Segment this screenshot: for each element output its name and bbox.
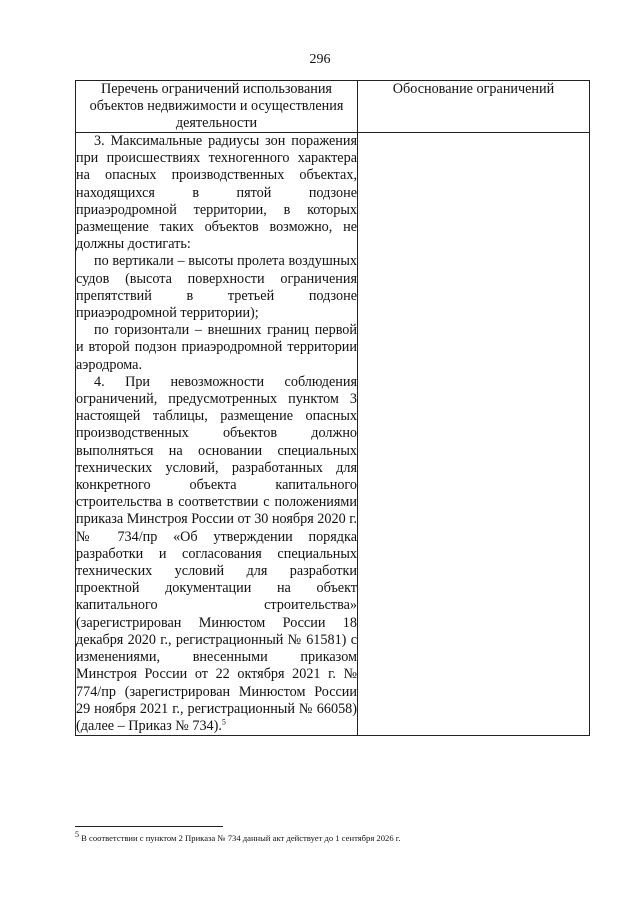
footnote (75, 830, 595, 844)
paragraph-vertical: по вертикали – высоты пролета воздушных судов (высота поверхности ограничения препятствий в третьей подзоне приаэродромной территории); (76, 253, 357, 322)
header-justification: Обоснование ограничений (358, 81, 590, 133)
table-row (76, 133, 590, 736)
paragraph-item-4-text: 4. При невозможности соблюдения ограничений, предусмотренных пунктом 3 настоящей таблицы, размещение опасных производственных объектов должно выполняться на основании специальных технических условий, разработанных для конкретного объекта капитального строительства в соответствии с положениями приказа Минстроя России от 30 ноября 2020 г. № 734/пр «Об утверждении порядка разработки и согласования специальных технических условий для разработки проектной документации на объект капитального строительства» (зарегистрирован Минюстом России 18 декабря 2020 г., регистрационный № 61581) с изменениями, внесенными приказом Минстроя России от 22 октября 2021 г. № 774/пр (зарегистрирован Минюстом России 29 ноября 2021 г., регистрационный № 66058) (далее – Приказ № 734). (76, 373, 357, 734)
footnote-separator (75, 826, 223, 827)
paragraph-item-3: 3. Максимальные радиусы зон поражения при происшествиях техногенного характера на опасных производственных объектах, находящихся в пятой подзоне приаэродромной территории, в которых размещение таких объектов возможно, не должны достигать: (76, 133, 357, 253)
paragraph-horizontal: по горизонтали – внешних границ первой и второй подзон приаэродромной территории аэродрома. (76, 322, 357, 373)
table-header-row (76, 81, 590, 133)
footnote-text: В соответствии с пунктом 2 Приказа № 734 данный акт действует до 1 сентября 2026 г. (79, 833, 401, 843)
page-number: 296 (309, 52, 331, 67)
footnote-reference: 5 (221, 717, 226, 727)
restrictions-table (75, 80, 590, 736)
justification-cell (358, 133, 590, 736)
restrictions-cell (76, 133, 358, 736)
header-restrictions-list: Перечень ограничений использования объектов недвижимости и осуществления деятельности (76, 81, 358, 133)
paragraph-item-4 (76, 374, 357, 735)
footnote-marker: 5 (75, 830, 79, 840)
